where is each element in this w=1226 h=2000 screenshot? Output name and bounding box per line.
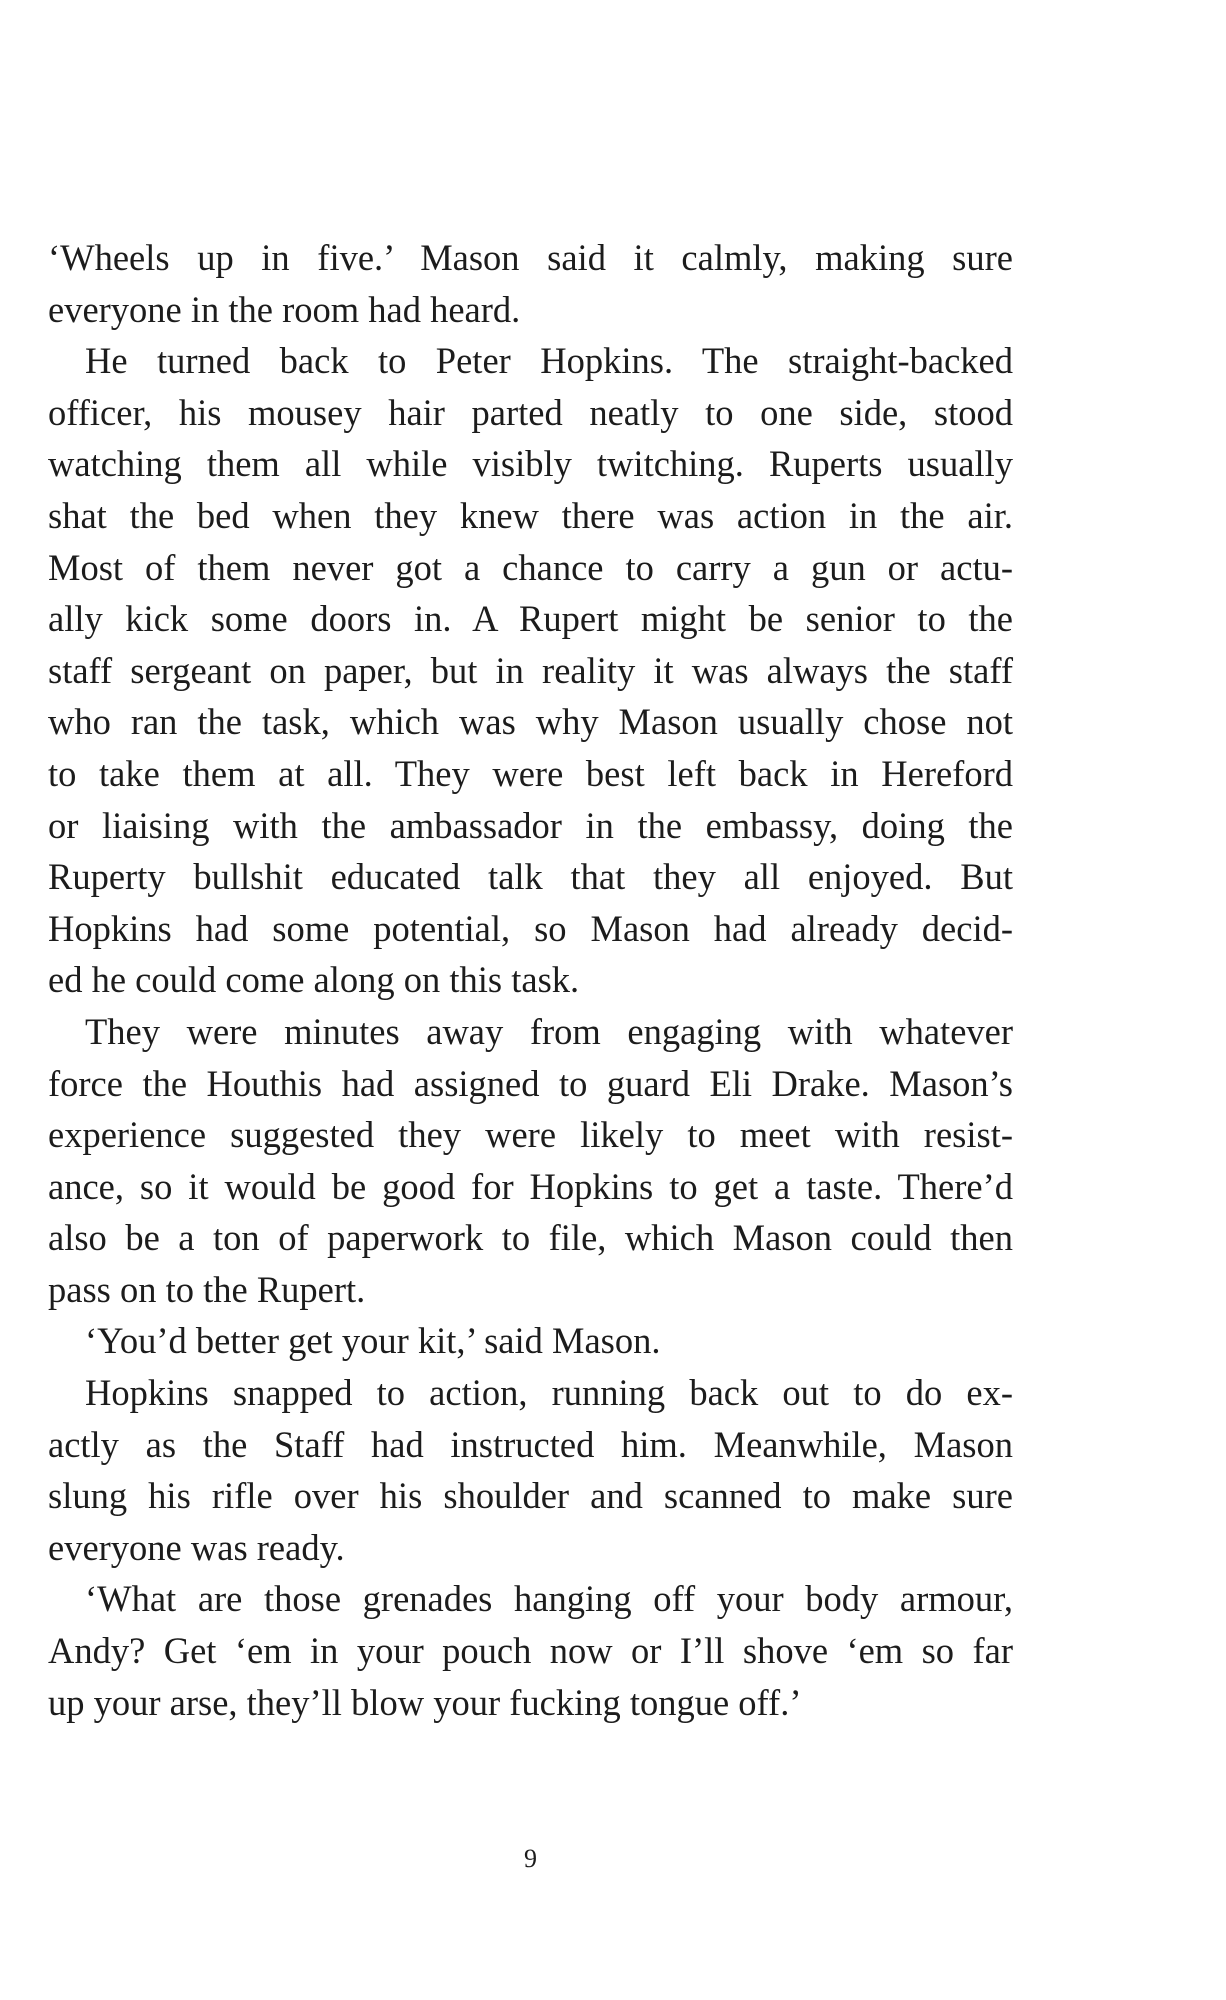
text-line: watching them all while visibly twitching. Ruperts usually	[48, 443, 1013, 485]
text-line: ‘What are those grenades hanging off your body armour,	[85, 1578, 1013, 1620]
text-line: ‘You’d better get your kit,’ said Mason.	[85, 1320, 661, 1362]
text-line: everyone was ready.	[48, 1526, 345, 1568]
text-line: staff sergeant on paper, but in reality it was always the staff	[48, 649, 1013, 691]
text-line: Andy? Get ‘em in your pouch now or I’ll shove ‘em so far	[48, 1630, 1013, 1672]
text-line: Most of them never got a chance to carry a gun or actu-	[48, 546, 1013, 588]
text-line: shat the bed when they knew there was action in the air.	[48, 494, 1013, 536]
text-line: Hopkins had some potential, so Mason had already decid-	[48, 907, 1013, 949]
text-line: force the Houthis had assigned to guard Eli Drake. Mason’s	[48, 1062, 1013, 1104]
text-line: officer, his mousey hair parted neatly to one side, stood	[48, 391, 1013, 433]
text-line: experience suggested they were likely to meet with resist-	[48, 1114, 1013, 1156]
page-number: 9	[524, 1844, 537, 1873]
text-line: They were minutes away from engaging with whatever	[85, 1010, 1013, 1052]
text-line: Hopkins snapped to action, running back out to do ex-	[85, 1372, 1013, 1414]
text-line: ance, so it would be good for Hopkins to get a taste. There’d	[48, 1165, 1013, 1207]
text-line: ally kick some doors in. A Rupert might be senior to the	[48, 598, 1013, 640]
text-line: ed he could come along on this task.	[48, 959, 580, 1001]
text-line: everyone in the room had heard.	[48, 288, 521, 330]
text-line: or liaising with the ambassador in the embassy, doing the	[48, 804, 1013, 846]
text-line: actly as the Staff had instructed him. Meanwhile, Mason	[48, 1423, 1013, 1465]
text-line: ‘Wheels up in five.’ Mason said it calmly, making sure	[48, 237, 1013, 278]
text-line: slung his rifle over his shoulder and scanned to make sure	[48, 1475, 1013, 1517]
text-line: to take them at all. They were best left back in Hereford	[48, 752, 1013, 794]
text-line: He turned back to Peter Hopkins. The straight-backed	[85, 340, 1013, 382]
body-text	[48, 232, 1013, 1728]
text-line: Ruperty bullshit educated talk that they all enjoyed. But	[48, 856, 1013, 898]
text-line: pass on to the Rupert.	[48, 1268, 366, 1310]
text-line: who ran the task, which was why Mason usually chose not	[48, 701, 1013, 743]
text-line: up your arse, they’ll blow your fucking tongue off.’	[48, 1681, 802, 1723]
text-line: also be a ton of paperwork to file, which Mason could then	[48, 1217, 1013, 1259]
